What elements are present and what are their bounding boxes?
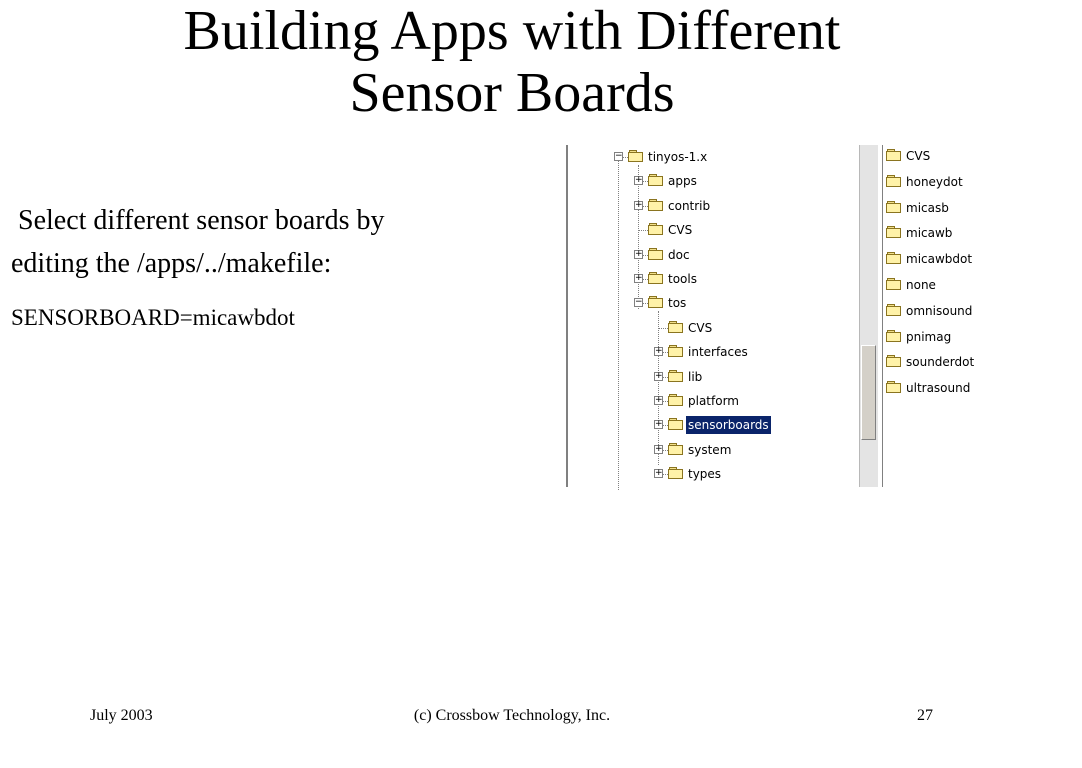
tree-node[interactable] [566,172,856,192]
list-item-label: CVS [906,149,931,163]
expand-icon[interactable]: + [655,370,663,381]
folder-icon [648,272,663,285]
tree-node[interactable] [566,343,856,363]
expand-icon[interactable]: + [655,443,663,454]
tree-node-label: doc [668,247,690,262]
makefile-setting: SENSORBOARD=micawbdot [11,305,295,330]
folder-icon [668,370,683,383]
folder-icon [668,467,683,480]
list-item-label: none [906,278,936,292]
folder-icon [668,418,683,431]
folder-tree [566,145,861,487]
tree-node-label: tinyos-1.x [648,150,708,164]
folder-icon [886,381,901,394]
expand-icon[interactable]: + [635,273,643,283]
list-item-label: omnisound [906,303,973,318]
tree-node[interactable] [566,197,856,217]
footer-date: July 2003 [90,707,153,724]
collapse-icon[interactable]: − [615,151,623,161]
tree-node[interactable] [566,319,856,339]
folder-icon [668,345,683,358]
tree-node[interactable] [566,270,856,290]
tree-node-label: sensorboards [688,418,769,433]
list-item-label: ultrasound [906,381,971,396]
folder-icon [648,296,663,309]
tree-node[interactable] [566,148,856,168]
folder-icon [886,149,901,162]
tree-node-label: lib [688,369,703,384]
tree-node[interactable] [566,294,856,314]
list-item-label: micawb [906,226,953,241]
tree-node-label: CVS [668,223,693,238]
scrollbar[interactable] [859,145,878,487]
list-item[interactable] [882,301,1072,323]
tree-node-label: tools [668,272,697,286]
list-item-label: micasb [906,200,949,215]
list-item-label: sounderdot [906,355,975,370]
title-line-2: Sensor Boards [349,62,675,124]
list-item-label: micawbdot [906,252,973,267]
footer-copyright: (c) Crossbow Technology, Inc. [413,707,611,724]
folder-icon [886,304,901,317]
folder-icon [886,201,901,214]
list-item[interactable] [882,172,1072,194]
folder-icon [886,278,901,291]
list-item[interactable] [882,327,1072,349]
tree-node[interactable] [566,246,856,266]
list-item[interactable] [882,275,1072,297]
expand-icon[interactable]: + [655,468,663,479]
folder-icon [668,394,683,407]
list-item[interactable] [882,146,1072,168]
tree-node-label: interfaces [688,345,748,360]
folder-icon [886,355,901,368]
tree-node-label: tos [668,296,687,311]
tree-node[interactable] [566,368,856,388]
tree-node-label: contrib [668,198,711,213]
tree-connector [638,230,648,231]
tree-node[interactable] [566,221,856,241]
slide-title [0,0,1024,124]
tree-node[interactable] [566,416,856,436]
folder-icon [648,248,663,261]
expand-icon[interactable]: + [655,346,663,357]
tree-node-label: types [688,467,722,482]
tree-node-label: apps [668,174,697,189]
folder-icon [886,330,901,343]
list-item[interactable] [882,249,1072,271]
tree-node-label: system [688,442,732,457]
folder-icon [886,175,901,188]
folder-icon [668,321,683,334]
expand-icon[interactable]: + [635,248,643,259]
explorer-screenshot [566,145,975,487]
list-item[interactable] [882,378,1072,400]
expand-icon[interactable]: + [655,395,663,405]
page-number: 27 [917,707,933,724]
expand-icon[interactable]: + [635,199,643,210]
list-item[interactable] [882,198,1072,220]
folder-icon [886,252,901,265]
tree-node-label: platform [688,394,739,408]
folder-icon [628,150,643,163]
folder-icon [886,226,901,239]
list-item[interactable] [882,223,1072,245]
tree-node[interactable] [566,392,856,412]
expand-icon[interactable]: + [655,419,663,430]
list-item[interactable] [882,352,1072,374]
collapse-icon[interactable]: − [635,297,643,308]
scroll-thumb[interactable] [861,345,876,440]
folder-icon [648,174,663,187]
bullet-text-line-2: editing the /apps/../makefile: [11,248,332,279]
folder-icon [648,223,663,236]
title-line-1: Building Apps with Different [183,0,841,62]
expand-icon[interactable]: + [635,175,643,186]
folder-icon [648,199,663,212]
bullet-text-line-1: Select different sensor boards by [18,205,385,236]
tree-node[interactable] [566,465,856,485]
folder-contents-list [882,145,1082,487]
list-item-label: honeydot [906,174,963,189]
folder-icon [668,443,683,456]
tree-connector [658,328,668,329]
tree-node[interactable] [566,441,856,461]
list-item-label: pnimag [906,329,952,344]
tree-node-label: CVS [688,320,713,335]
